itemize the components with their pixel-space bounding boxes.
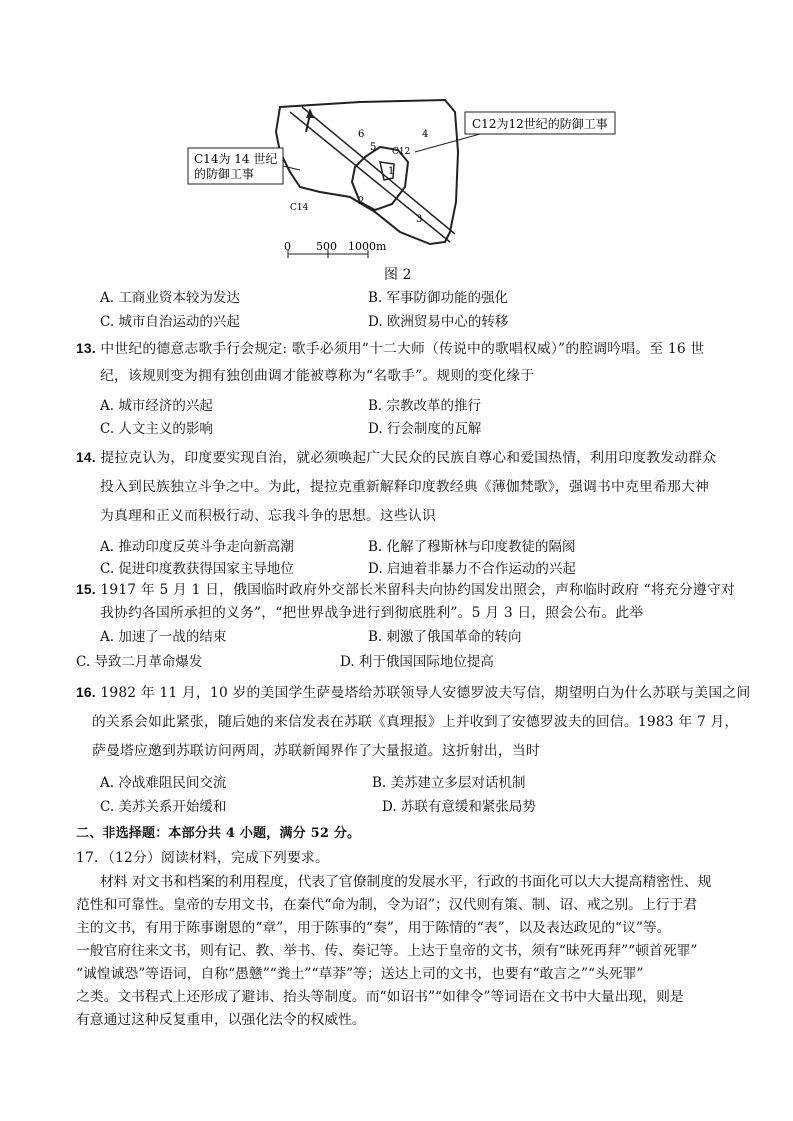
figure-caption: 图 2 — [384, 267, 412, 283]
q14-line1: 14. 提拉克认为，印度要实现自治，就必须唤起广大民众的民族自尊心和爱国热情，利用印度教发动群众 — [76, 450, 717, 466]
q14-option-d: D. 启迪着非暴力不合作运动的兴起 — [368, 561, 576, 577]
svg-text:C12: C12 — [392, 147, 411, 157]
svg-text:2: 2 — [358, 196, 365, 207]
q12-option-a: A. 工商业资本较为发达 — [100, 290, 240, 306]
svg-text:5: 5 — [370, 142, 377, 153]
q16-line2: 的关系会如此紧张，随后她的来信发表在苏联《真理报》上并收到了安德罗波夫的回信。1983 年 7 月， — [92, 714, 739, 730]
q17-material-line1: 材料 对文书和档案的利用程度，代表了官僚制度的发展水平，行政的书面化可以大大提高精密性、规 — [100, 874, 712, 890]
svg-text:3: 3 — [416, 214, 423, 225]
q14-option-a: A. 推动印度反英斗争走向新高潮 — [100, 539, 294, 555]
q16-line1: 16. 1982 年 11 月，10 岁的美国学生萨曼塔给苏联领导人安德罗波夫写信，期望明白为什么苏联与美国之间 — [76, 685, 751, 701]
svg-text:的防御工事: 的防御工事 — [194, 167, 255, 181]
q14-option-b: B. 化解了穆斯林与印度教徒的隔阂 — [368, 539, 576, 555]
q12-option-c: C. 城市自治运动的兴起 — [100, 314, 240, 330]
svg-text:C14为 14 世纪: C14为 14 世纪 — [194, 152, 278, 166]
svg-text:1: 1 — [388, 166, 395, 177]
q15-option-c: C. 导致二月革命爆发 — [76, 654, 203, 670]
q17-material-line5: “诚惶诚恐”等语词，自称“愚戆”“粪土”“草莽”等；送达上司的文书，也要有“敢言之”“头死罪” — [76, 966, 644, 982]
svg-text:1000m: 1000m — [348, 240, 387, 253]
q16-option-d: D. 苏联有意缓和紧张局势 — [382, 799, 536, 815]
q17-heading: 17．（12分）阅读材料，完成下列要求。 — [76, 850, 329, 866]
q13-option-d: D. 行会制度的瓦解 — [368, 421, 482, 437]
q17-material-line3: 主的文书，有用于陈事谢恩的“章”，用于陈事的“奏”，用于陈情的“表”，以及表达政见的“议”等。 — [76, 920, 671, 936]
q16-option-c: C. 美苏关系开始缓和 — [100, 799, 227, 815]
section-2-heading: 二、非选择题：本部分共 4 小题，满分 52 分。 — [76, 826, 361, 841]
q15-line1: 15. 1917 年 5 月 1 日，俄国临时政府外交部长米留科夫向协约国发出照会，声称临时政府 “将充分遵守对 — [76, 582, 735, 598]
q17-material-line4: 一般官府往来文书，则有记、教、举书、传、奏记等。上达于皇帝的文书，须有“昧死再拜”“顿首死罪” — [76, 943, 698, 959]
q12-option-b: B. 军事防御功能的强化 — [368, 290, 509, 306]
q16-option-a: A. 冷战难阻民间交流 — [100, 775, 227, 791]
c12-label: C12为12世纪的防御工事 — [472, 117, 608, 131]
q15-option-d: D. 利于俄国国际地位提高 — [340, 654, 494, 670]
q13-line1: 13. 中世纪的德意志歌手行会规定: 歌手必须用“十二大师（传说中的歌唱权威）”的腔调吟唱。至 16 世 — [76, 341, 705, 357]
q17-material-line2: 范性和可靠性。皇帝的专用文书，在秦代“命为制，令为诏”；汉代则有策、制、诏、戒之别。上行于君 — [76, 897, 698, 913]
q14-option-c: C. 促进印度教获得国家主导地位 — [100, 561, 294, 577]
q16-line3: 萨曼塔应邀到苏联访问两周，苏联新闻界作了大量报道。这折射出，当时 — [92, 743, 540, 759]
q16-option-b: B. 美苏建立多层对话机制 — [372, 775, 526, 791]
q14-line2: 投入到民族独立斗争之中。为此，提拉克重新解释印度教经典《薄伽梵歌》，强调书中克里希那大神 — [100, 479, 709, 495]
city-defense-map — [180, 92, 640, 272]
q13-option-c: C. 人文主义的影响 — [100, 421, 213, 437]
q15-line2: 我协约各国所承担的义务”，“把世界战争进行到彻底胜利”。5 月 3 日，照会公布。此举 — [100, 605, 644, 621]
svg-text:6: 6 — [358, 129, 365, 140]
svg-text:C14: C14 — [290, 203, 309, 213]
q12-option-d: D. 欧洲贸易中心的转移 — [368, 314, 509, 330]
q13-line2: 纪，该规则变为拥有独创曲调才能被尊称为“名歌手”。规则的变化缘于 — [100, 368, 535, 384]
q13-option-b: B. 宗教改革的推行 — [368, 398, 482, 414]
q17-material-line7: 有意通过这种反复重申，以强化法令的权威性。 — [76, 1012, 366, 1028]
q13-option-a: A. 城市经济的兴起 — [100, 398, 213, 414]
q15-option-b: B. 刺激了俄国革命的转向 — [368, 629, 522, 645]
q15-option-a: A. 加速了一战的结束 — [100, 629, 227, 645]
q14-line3: 为真理和正义而积极行动、忘我斗争的思想。这些认识 — [100, 508, 436, 524]
svg-text:500: 500 — [316, 240, 337, 253]
svg-text:4: 4 — [422, 129, 429, 140]
svg-text:0: 0 — [284, 240, 291, 253]
q17-material-line6: 之类。文书程式上还形成了避讳、抬头等制度。而“如诏书”“如律令”等词语在文书中大量出现，则是 — [76, 989, 684, 1005]
